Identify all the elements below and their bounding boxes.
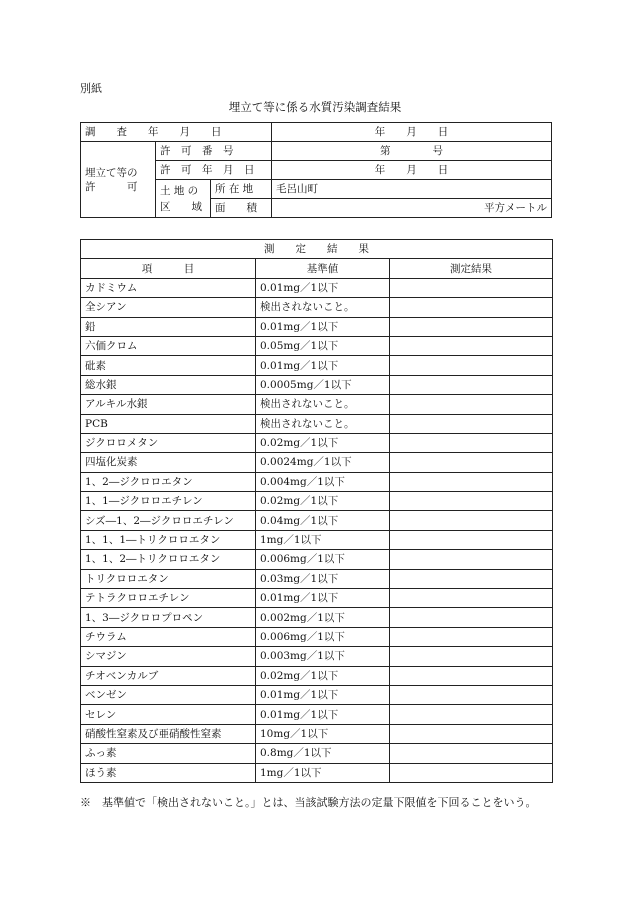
permit-group-label-line2: 許 可 xyxy=(85,180,138,193)
row-standard-value: 0.01mg／1以下 xyxy=(256,705,390,724)
table-row xyxy=(81,569,553,588)
row-measured-result xyxy=(390,278,553,297)
row-measured-result xyxy=(390,647,553,666)
results-header-row xyxy=(81,259,553,278)
row-measured-result xyxy=(390,414,553,433)
row-item-name: セレン xyxy=(81,705,256,724)
row-standard-value: 0.0005mg／1以下 xyxy=(256,375,390,394)
row-measured-result xyxy=(390,472,553,491)
row-measured-result xyxy=(390,298,553,317)
row-item-name: 1、1、2―トリクロロエタン xyxy=(81,550,256,569)
permit-number-value: 第 号 xyxy=(272,142,552,161)
row-item-name: ふっ素 xyxy=(81,744,256,763)
row-standard-value: 0.02mg／1以下 xyxy=(256,666,390,685)
row-standard-value: 0.002mg／1以下 xyxy=(256,608,390,627)
row-measured-result xyxy=(390,453,553,472)
row-measured-result xyxy=(390,375,553,394)
row-item-name: アルキル水銀 xyxy=(81,395,256,414)
row-item-name: 1、1、1―トリクロロエタン xyxy=(81,530,256,549)
measurement-results-table xyxy=(80,239,553,783)
row-standard-value: 0.004mg／1以下 xyxy=(256,472,390,491)
location-value: 毛呂山町 xyxy=(272,180,552,199)
header-result: 測定結果 xyxy=(390,259,553,278)
row-standard-value: 0.01mg／1以下 xyxy=(256,589,390,608)
extent-label: 面 積 xyxy=(211,199,272,218)
row-measured-result xyxy=(390,530,553,549)
row-measured-result xyxy=(390,724,553,743)
survey-date-value: 年 月 日 xyxy=(272,123,552,142)
area-label-line1: 土 地 の xyxy=(160,184,199,197)
row-measured-result xyxy=(390,608,553,627)
row-item-name: シマジン xyxy=(81,647,256,666)
table-row xyxy=(81,589,553,608)
row-measured-result xyxy=(390,685,553,704)
row-item-name: ほう素 xyxy=(81,763,256,782)
row-measured-result xyxy=(390,627,553,646)
row-measured-result xyxy=(390,744,553,763)
table-row xyxy=(81,627,553,646)
row-measured-result xyxy=(390,433,553,452)
annex-label: 別紙 xyxy=(80,82,102,95)
permit-group-label-line1: 埋立て等の xyxy=(85,166,138,179)
row-measured-result xyxy=(390,666,553,685)
row-item-name: ジクロロメタン xyxy=(81,433,256,452)
table-row xyxy=(81,336,553,355)
table-row xyxy=(81,278,553,297)
area-label xyxy=(156,180,211,218)
row-item-name: 鉛 xyxy=(81,317,256,336)
row-item-name: 四塩化炭素 xyxy=(81,453,256,472)
row-standard-value: 0.8mg／1以下 xyxy=(256,744,390,763)
row-measured-result xyxy=(390,356,553,375)
row-standard-value: 0.01mg／1以下 xyxy=(256,317,390,336)
survey-date-label: 調 査 年 月 日 xyxy=(81,123,272,142)
row-measured-result xyxy=(390,550,553,569)
document-title: 埋立て等に係る水質汚染調査結果 xyxy=(228,100,402,114)
table-row xyxy=(81,608,553,627)
row-measured-result xyxy=(390,336,553,355)
row-item-name: トリクロロエタン xyxy=(81,569,256,588)
permit-group-label xyxy=(81,142,156,218)
table-row xyxy=(81,356,553,375)
row-standard-value: 1mg／1以下 xyxy=(256,530,390,549)
row-item-name: シズ―1、2―ジクロロエチレン xyxy=(81,511,256,530)
table-row xyxy=(81,433,553,452)
row-standard-value: 0.02mg／1以下 xyxy=(256,492,390,511)
table-row xyxy=(81,705,553,724)
row-standard-value: 検出されないこと。 xyxy=(256,414,390,433)
row-item-name: 砒素 xyxy=(81,356,256,375)
table-row xyxy=(81,530,553,549)
table-row xyxy=(81,511,553,530)
row-item-name: テトラクロロエチレン xyxy=(81,589,256,608)
row-standard-value: 0.04mg／1以下 xyxy=(256,511,390,530)
row-item-name: 硝酸性窒素及び亜硝酸性窒素 xyxy=(81,724,256,743)
row-standard-value: 検出されないこと。 xyxy=(256,298,390,317)
row-standard-value: 0.01mg／1以下 xyxy=(256,278,390,297)
row-standard-value: 検出されないこと。 xyxy=(256,395,390,414)
table-row xyxy=(81,724,553,743)
header-standard: 基準値 xyxy=(256,259,390,278)
location-label: 所 在 地 xyxy=(211,180,272,199)
results-title-row xyxy=(81,240,553,259)
row-item-name: 1、1―ジクロロエチレン xyxy=(81,492,256,511)
row-standard-value: 10mg／1以下 xyxy=(256,724,390,743)
survey-date-row xyxy=(81,123,552,142)
results-section-title: 測 定 結 果 xyxy=(81,240,553,259)
row-item-name: チウラム xyxy=(81,627,256,646)
table-row xyxy=(81,298,553,317)
row-item-name: 1、3―ジクロロプロペン xyxy=(81,608,256,627)
permit-number-row xyxy=(81,142,552,161)
row-item-name: チオベンカルブ xyxy=(81,666,256,685)
row-item-name: 全シアン xyxy=(81,298,256,317)
row-measured-result xyxy=(390,589,553,608)
table-row xyxy=(81,414,553,433)
permit-date-label: 許 可 年 月 日 xyxy=(156,161,272,180)
extent-value: 平方メートル xyxy=(272,199,552,218)
table-row xyxy=(81,472,553,491)
table-row xyxy=(81,453,553,472)
row-measured-result xyxy=(390,511,553,530)
row-standard-value: 1mg／1以下 xyxy=(256,763,390,782)
row-standard-value: 0.02mg／1以下 xyxy=(256,433,390,452)
row-standard-value: 0.05mg／1以下 xyxy=(256,336,390,355)
table-row xyxy=(81,685,553,704)
row-standard-value: 0.01mg／1以下 xyxy=(256,685,390,704)
permit-info-table xyxy=(80,122,552,218)
footnote: ※ 基準値で「検出されないこと。」とは、当該試験方法の定量下限値を下回ることをいう。 xyxy=(80,796,537,809)
row-item-name: ベンゼン xyxy=(81,685,256,704)
table-row xyxy=(81,744,553,763)
row-measured-result xyxy=(390,763,553,782)
row-measured-result xyxy=(390,492,553,511)
table-row xyxy=(81,492,553,511)
table-row xyxy=(81,395,553,414)
table-row xyxy=(81,763,553,782)
row-measured-result xyxy=(390,705,553,724)
permit-number-label: 許 可 番 号 xyxy=(156,142,272,161)
table-row xyxy=(81,666,553,685)
permit-date-value: 年 月 日 xyxy=(272,161,552,180)
row-item-name: 六価クロム xyxy=(81,336,256,355)
header-item: 項 目 xyxy=(81,259,256,278)
row-standard-value: 0.03mg／1以下 xyxy=(256,569,390,588)
row-standard-value: 0.006mg／1以下 xyxy=(256,550,390,569)
row-standard-value: 0.003mg／1以下 xyxy=(256,647,390,666)
row-item-name: PCB xyxy=(81,414,256,433)
row-standard-value: 0.01mg／1以下 xyxy=(256,356,390,375)
row-measured-result xyxy=(390,317,553,336)
area-label-line2: 区 域 xyxy=(160,200,202,213)
row-item-name: 総水銀 xyxy=(81,375,256,394)
row-measured-result xyxy=(390,569,553,588)
table-row xyxy=(81,550,553,569)
row-standard-value: 0.0024mg／1以下 xyxy=(256,453,390,472)
row-item-name: カドミウム xyxy=(81,278,256,297)
row-item-name: 1、2―ジクロロエタン xyxy=(81,472,256,491)
table-row xyxy=(81,317,553,336)
table-row xyxy=(81,647,553,666)
table-row xyxy=(81,375,553,394)
row-standard-value: 0.006mg／1以下 xyxy=(256,627,390,646)
row-measured-result xyxy=(390,395,553,414)
results-body xyxy=(81,278,553,782)
